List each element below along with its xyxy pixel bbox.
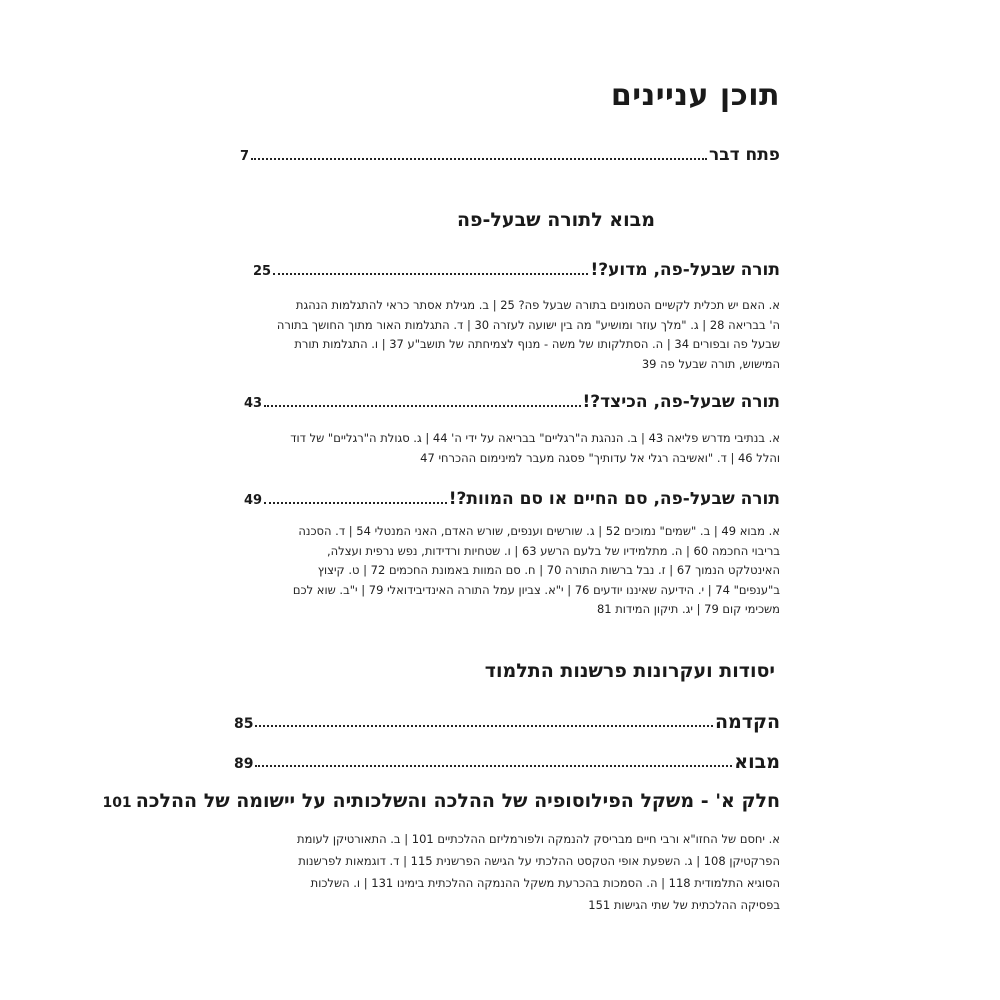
contents-line: הסוגיא התלמודית 118 | ה. הסמכות בהכרעת משקל ההנמקה ההלכתית בימינו 131 | ו. השלכות [310, 876, 780, 890]
contents-line: בריבוי החכמה 60 | ה. מתלמידיו של בלעם הרשע 63 | ו. שטחיות ורדידות, נפש נרפית ועצלה, [327, 543, 780, 558]
toc-entry-chapter-1 [253, 260, 780, 280]
section-title-part2: יסודות ועקרונות פרשנות התלמוד [484, 660, 775, 682]
contents-line: א. בנתיבי מדרש פליאה 43 | ב. הנהגת ה"רגליים" בבריאה על ידי ה' 44 | ג. סגולת ה"רגליים" של דוד [290, 431, 780, 445]
toc-entry-page: 49 [244, 493, 263, 508]
toc-entry-foreword [234, 751, 780, 773]
section-title-part1: מבוא לתורה שבעל-פה [457, 209, 655, 231]
toc-entry-part-a [102, 790, 780, 812]
dot-leader [255, 765, 732, 767]
contents-line: והלל 46 | ד. "ואשיבה רגלי אל עדותיך" פסגה מעבר למינימום ההכרחי 47 [420, 450, 780, 465]
contents-line: בפסיקה ההלכתית של שתי הגישות 151 [588, 898, 780, 912]
toc-entry-label: תורה שבעל-פה, סם החיים או סם המוות?! [448, 489, 780, 509]
contents-line: הפרקטיקן 108 | ג. השפעת אופי הטקסט ההלכתי על הגישה הפרשנית 115 | ד. דוגמאות לפרשנות [298, 854, 780, 868]
toc-entry-label: חלק א' - משקל הפילוסופיה של ההלכה והשלכותיה על יישומה של ההלכה [135, 790, 780, 812]
contents-line: ה' בבריאה 28 | ג. "מלך עוזר ומושיע" מה בין ישועה לעזרה 30 | ד. התגלמות האור מתוך החושך בתורה [276, 317, 780, 332]
dot-leader [273, 273, 588, 275]
dot-leader [264, 502, 447, 504]
toc-entry-label: מבוא [734, 751, 780, 773]
contents-line: ב"ענפים" 74 | י. הידיעה שאיננו יודעים 76 | י"א. צביון עמל התורה האינדיבידואלי 79 | י"ב. שוא לכם [292, 582, 780, 597]
toc-entry-page: 89 [234, 756, 254, 772]
contents-line: א. האם יש תכלית לקשיים הטמונים בתורה שבעל פה? 25 | ב. מגילת אסתר כראי להתגלמות הנהגת [295, 298, 780, 312]
dot-leader [251, 158, 707, 160]
chapter-1-contents [277, 296, 780, 374]
toc-entry-page: 85 [234, 716, 254, 732]
chapter-3-contents [293, 522, 780, 620]
toc-entry-chapter-3 [244, 489, 780, 509]
contents-line: א. יחסם של החזו"א ורבי חיים מבריסק להנמקה ולפורמליזם ההלכתיים 101 | ב. התאורטיקן לעומת [297, 832, 780, 846]
contents-line: האינטלקט הנמוך 67 | ז. נבל ברשות התורה 70 | ח. סם המוות באמונת החכמים 72 | ט. קיצוץ [317, 563, 780, 577]
contents-line: שבעל פה ובפורים 34 | ה. הסתלקותו של משה - מנוף לצמיחתה של תושב"ע 37 | ו. התגלמות תורת [294, 337, 780, 351]
toc-entry-label: תורה שבעל-פה, הכיצד?! [582, 392, 780, 412]
toc-entry-page: 43 [244, 396, 263, 411]
toc-entry-label: הקדמה [714, 711, 780, 733]
chapter-2-contents [290, 429, 780, 468]
contents-line: המישוש, תורה שבעל פה 39 [641, 356, 780, 371]
toc-entry-chapter-2 [244, 392, 780, 412]
contents-line: א. מבוא 49 | ב. "שמים" נמוכים 52 | ג. שורשים וענפים, שורש האדם, האני המנטלי 54 | ד. הסכנה [298, 524, 780, 538]
toc-entry-label: תורה שבעל-פה, מדוע?! [590, 260, 780, 280]
dot-leader [264, 405, 580, 407]
toc-entry-introduction [234, 711, 780, 733]
contents-line: משכימי קום 79 | יג. תיקון המידות 81 [596, 602, 780, 616]
toc-entry-page: 101 [102, 795, 132, 811]
dot-leader [255, 725, 713, 727]
toc-entry-page: 7 [240, 149, 250, 164]
page-title: תוכן עניינים [610, 78, 780, 113]
part-a-contents [297, 828, 780, 916]
toc-entry-preface [240, 145, 780, 165]
toc-entry-page: 25 [253, 264, 272, 279]
toc-entry-label: פתח דבר [709, 145, 780, 165]
